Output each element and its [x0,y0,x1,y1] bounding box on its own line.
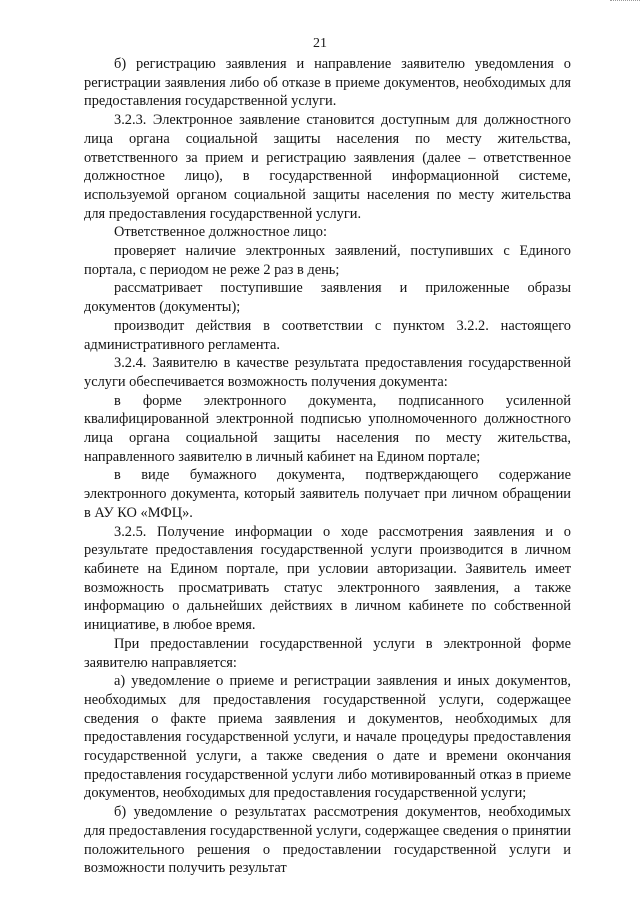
paragraph-notice-a: а) уведомление о приеме и регистрации заявления и иных документов, необходимых для предоставления государственной услуги, содержащее сведения о факте приема заявления и документов, необходимых для предоставления государственной услуги, и начале процедуры предоставления государственной услуги, а также сведения о дате и времени окончания предоставления государственной услуги либо мотивированный отказ в приеме документов, необходимых для предоставления государственной услуги; [84,673,571,802]
paragraph-3-2-5: 3.2.5. Получение информации о ходе рассмотрения заявления и о результате предоставления государственной услуги производится в личном кабинете на Едином портале, при условии авторизации. Заявитель имеет возможность просматривать статус электронного заявления, а также информацию о дальнейших действиях в личном кабинете по собственной инициативе, в любое время. [84,523,571,634]
paragraph-performs-actions: производит действия в соответствии с пунктом 3.2.2. настоящего административного регламента. [84,317,571,353]
paragraph-reviews-applications: рассматривает поступившие заявления и приложенные образы документов (документы); [84,280,571,316]
scan-edge-mark [610,0,640,5]
page-number: 21 [313,36,327,51]
document-body [84,55,571,878]
paragraph-registration-notice: б) регистрацию заявления и направление заявителю уведомления о регистрации заявления либо об отказе в приеме документов, необходимых для предоставления государственной услуги. [84,56,571,110]
paragraph-checks-applications: проверяет наличие электронных заявлений, поступивших с Единого портала, с периодом не реже 2 раз в день; [84,243,571,278]
paragraph-responsible-official: Ответственное должностное лицо: [114,224,327,241]
paragraph-3-2-4: 3.2.4. Заявителю в качестве результата предоставления государственной услуги обеспечивается возможность получения документа: [84,355,571,390]
paragraph-electronic-document: в форме электронного документа, подписанного усиленной квалифицированной электронной подписью уполномоченного должностного лица органа социальной защиты населения по месту жительства, направленного заявителю в личный кабинет на Едином портале; [84,392,571,465]
paragraph-notice-b: б) уведомление о результатах рассмотрения документов, необходимых для предоставления государственной услуги, содержащее сведения о принятии положительного решения о предоставлении государственной услуги и возможности получить результат [84,804,571,877]
paragraph-electronic-form-intro: При предоставлении государственной услуги в электронной форме заявителю направляется: [84,635,571,671]
paragraph-3-2-3: 3.2.3. Электронное заявление становится доступным для должностного лица органа социальной защиты населения по месту жительства, ответственного за прием и регистрацию заявления (далее – ответственное должностное лицо), в государственной информационной системе, используемой органом социальной защиты населения по месту жительства для предоставления государственной услуги. [84,112,571,222]
paragraph-paper-document: в виде бумажного документа, подтверждающего содержание электронного документа, который заявитель получает при личном обращении в АУ КО «МФЦ». [84,467,571,521]
